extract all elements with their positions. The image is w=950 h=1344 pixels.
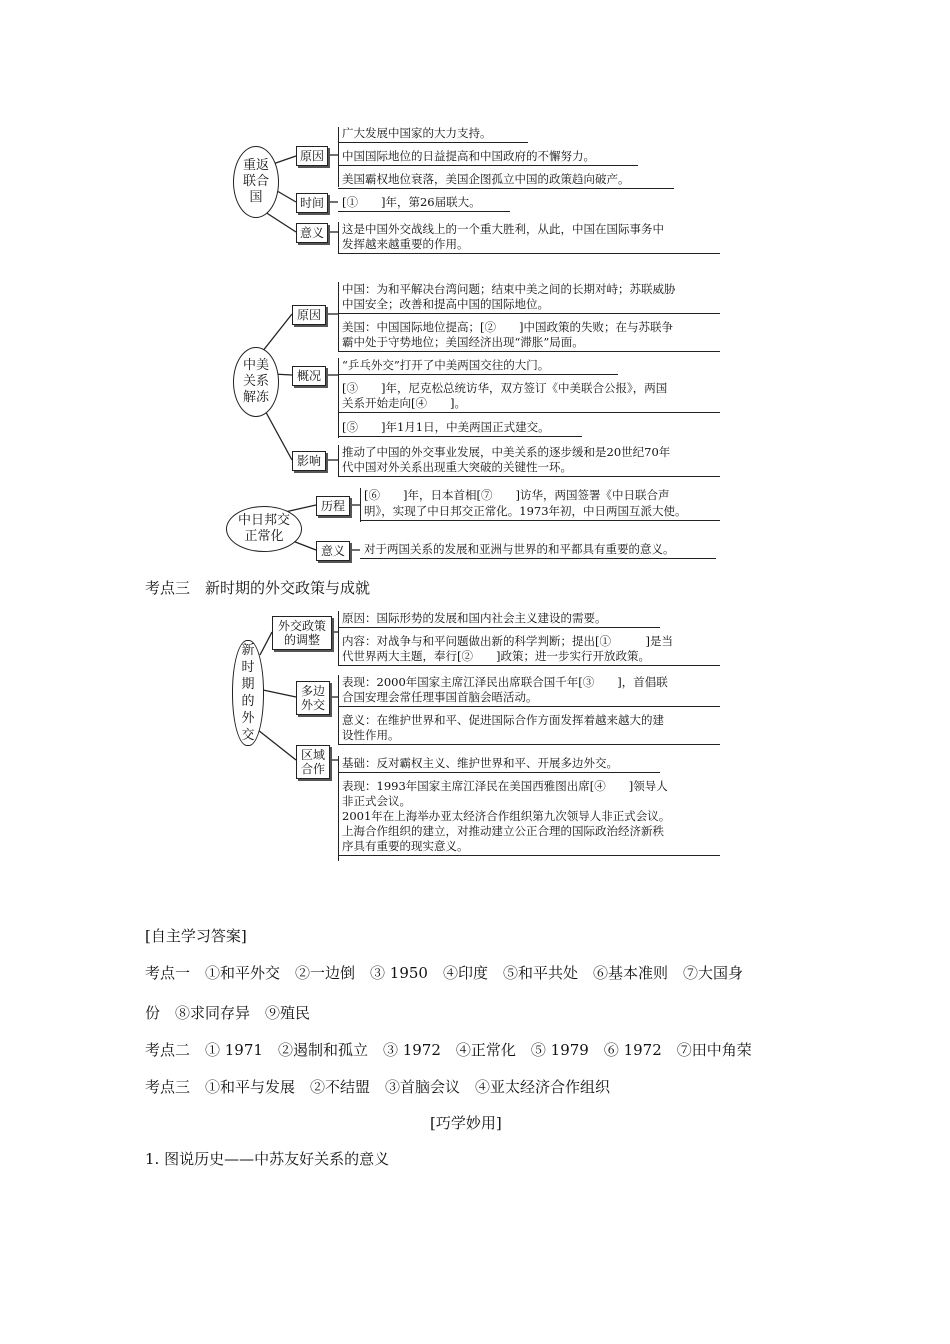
sino-us-node [233,347,279,417]
sino-jp-meaning-box: 意义 [316,541,350,561]
sino-us-impact-box: 影响 [292,451,326,471]
regional-box: 区域合作 [296,745,330,779]
answers-line-2: 份 ⑧求同存异 ⑨殖民 [145,1004,311,1022]
sino-us-overview-2a: [③ ]年，尼克松总统访华，双方签订《中美联合公报》，两国 [342,381,668,395]
sino-jp-node [226,506,302,552]
rejoin-reason-2: 中国国际地位的日益提高和中国政府的不懈努力。 [338,149,638,166]
region-show-5: 序具有重要的现实意义。 [338,839,720,856]
multi-show-2: 合国安理会常任理事国首脑会晤活动。 [338,690,720,707]
region-show-3: 2001年在上海举办亚太经济合作组织第九次领导人非正式会议。 [342,809,671,823]
adjust-content-2: 代世界两大主题，奉行[② ]政策；进一步实行开放政策。 [338,649,720,666]
sino-us-reason-cn-1: 中国：为和平解决台湾问题；结束中美之间的长期对峙；苏联威胁 [342,282,676,296]
sino-jp-meaning-text: 对于两国关系的发展和亚洲与世界的和平都具有重要的意义。 [360,542,716,559]
rejoin-meaning-box: 意义 [296,223,328,243]
rejoin-un-title: 重返联合国 [242,158,269,205]
sino-us-overview-3: [⑤ ]年1月1日，中美两国正式建交。 [338,420,582,437]
answers-line-4: 考点三 ①和平与发展 ②不结盟 ③首脑会议 ④亚太经济合作组织 [145,1078,611,1096]
sino-us-reason-us-1: 美国：中国国际地位提高；[② ]中国政策的失败；在与苏联争 [342,320,673,334]
new-era-title: 新时期的外交 [241,643,255,743]
sino-us-impact-2: 代中国对外关系出现重大突破的关键性一环。 [338,460,720,477]
sino-us-title: 中美关系解冻 [242,358,269,405]
region-show-4: 上海合作组织的建立，对推动建立公正合理的国际政治经济新秩 [342,824,664,838]
sino-us-overview-box: 概况 [292,366,326,386]
region-basis: 基础：反对霸权主义、维护世界和平、开展多边外交。 [338,756,660,773]
rejoin-un-node [233,146,279,218]
section3-title: 考点三 新时期的外交政策与成就 [145,579,371,597]
multi-meaning-1: 意义：在维护世界和平、促进国际合作方面发挥着越来越大的建 [342,713,664,727]
rejoin-time-box: 时间 [296,193,328,213]
sino-jp-process-1: [⑥ ]年，日本首相[⑦ ]访华，两国签署《中日联合声 [364,488,670,502]
adjust-content-1: 内容：对战争与和平问题做出新的科学判断；提出[① ]是当 [342,634,673,648]
answers-item-1: 1. 图说历史——中苏友好关系的意义 [145,1150,390,1168]
adjust-reason: 原因：国际形势的发展和国内社会主义建设的需要。 [338,611,660,628]
sino-us-reason-box: 原因 [292,305,326,325]
rejoin-meaning-2: 发挥越来越重要的作用。 [338,237,720,254]
answers-heading: [自主学习答案] [145,927,247,945]
multi-meaning-2: 设性作用。 [338,728,720,745]
new-era-node [232,640,264,746]
region-show-2: 非正式会议。 [342,794,411,808]
sino-us-reason-cn-2: 中国安全；改善和提高中国的国际地位。 [338,297,720,314]
sino-jp-title: 中日邦交正常化 [237,513,290,544]
rejoin-time-text: [① ]年，第26届联大。 [338,195,510,212]
answers-line-3: 考点二 ① 1971 ②遏制和孤立 ③ 1972 ④正常化 ⑤ 1979 ⑥ 1972 ⑦田中角荣 [145,1041,752,1059]
rejoin-reason-3: 美国霸权地位衰落，美国企图孤立中国的政策趋向破产。 [338,172,674,189]
sino-us-reason-us-2: 霸中处于守势地位；美国经济出现“滞胀”局面。 [338,335,720,352]
policy-adjust-box: 外交政策的调整 [272,616,332,650]
sino-us-overview-1: “乒乓外交”打开了中美两国交往的大门。 [338,358,618,375]
region-show-1: 表现：1993年国家主席江泽民在美国西雅图出席[④ ]领导人 [342,779,668,793]
rejoin-meaning-1: 这是中国外交战线上的一个重大胜利，从此，中国在国际事务中 [342,222,664,236]
multi-show-1: 表现：2000年国家主席江泽民出席联合国千年[③ ]，首倡联 [342,675,668,689]
answers-line-1: 考点一 ①和平外交 ②一边倒 ③ 1950 ④印度 ⑤和平共处 ⑥基本准则 ⑦大国身 [145,964,743,982]
multilateral-box: 多边外交 [296,681,330,715]
sino-jp-process-2: 明》，实现了中日邦交正常化。1973年初，中日两国互派大使。 [360,504,720,521]
rejoin-reason-box: 原因 [296,146,328,166]
sino-us-overview-2b: 关系开始走向[④ ]。 [338,396,720,413]
rejoin-reason-1: 广大发展中国家的大力支持。 [338,126,528,143]
answers-heading-2: [巧学妙用] [430,1114,502,1132]
sino-us-impact-1: 推动了中国的外交事业发展，中美关系的逐步缓和是20世纪70年 [342,445,671,459]
sino-jp-process-box: 历程 [316,496,350,516]
